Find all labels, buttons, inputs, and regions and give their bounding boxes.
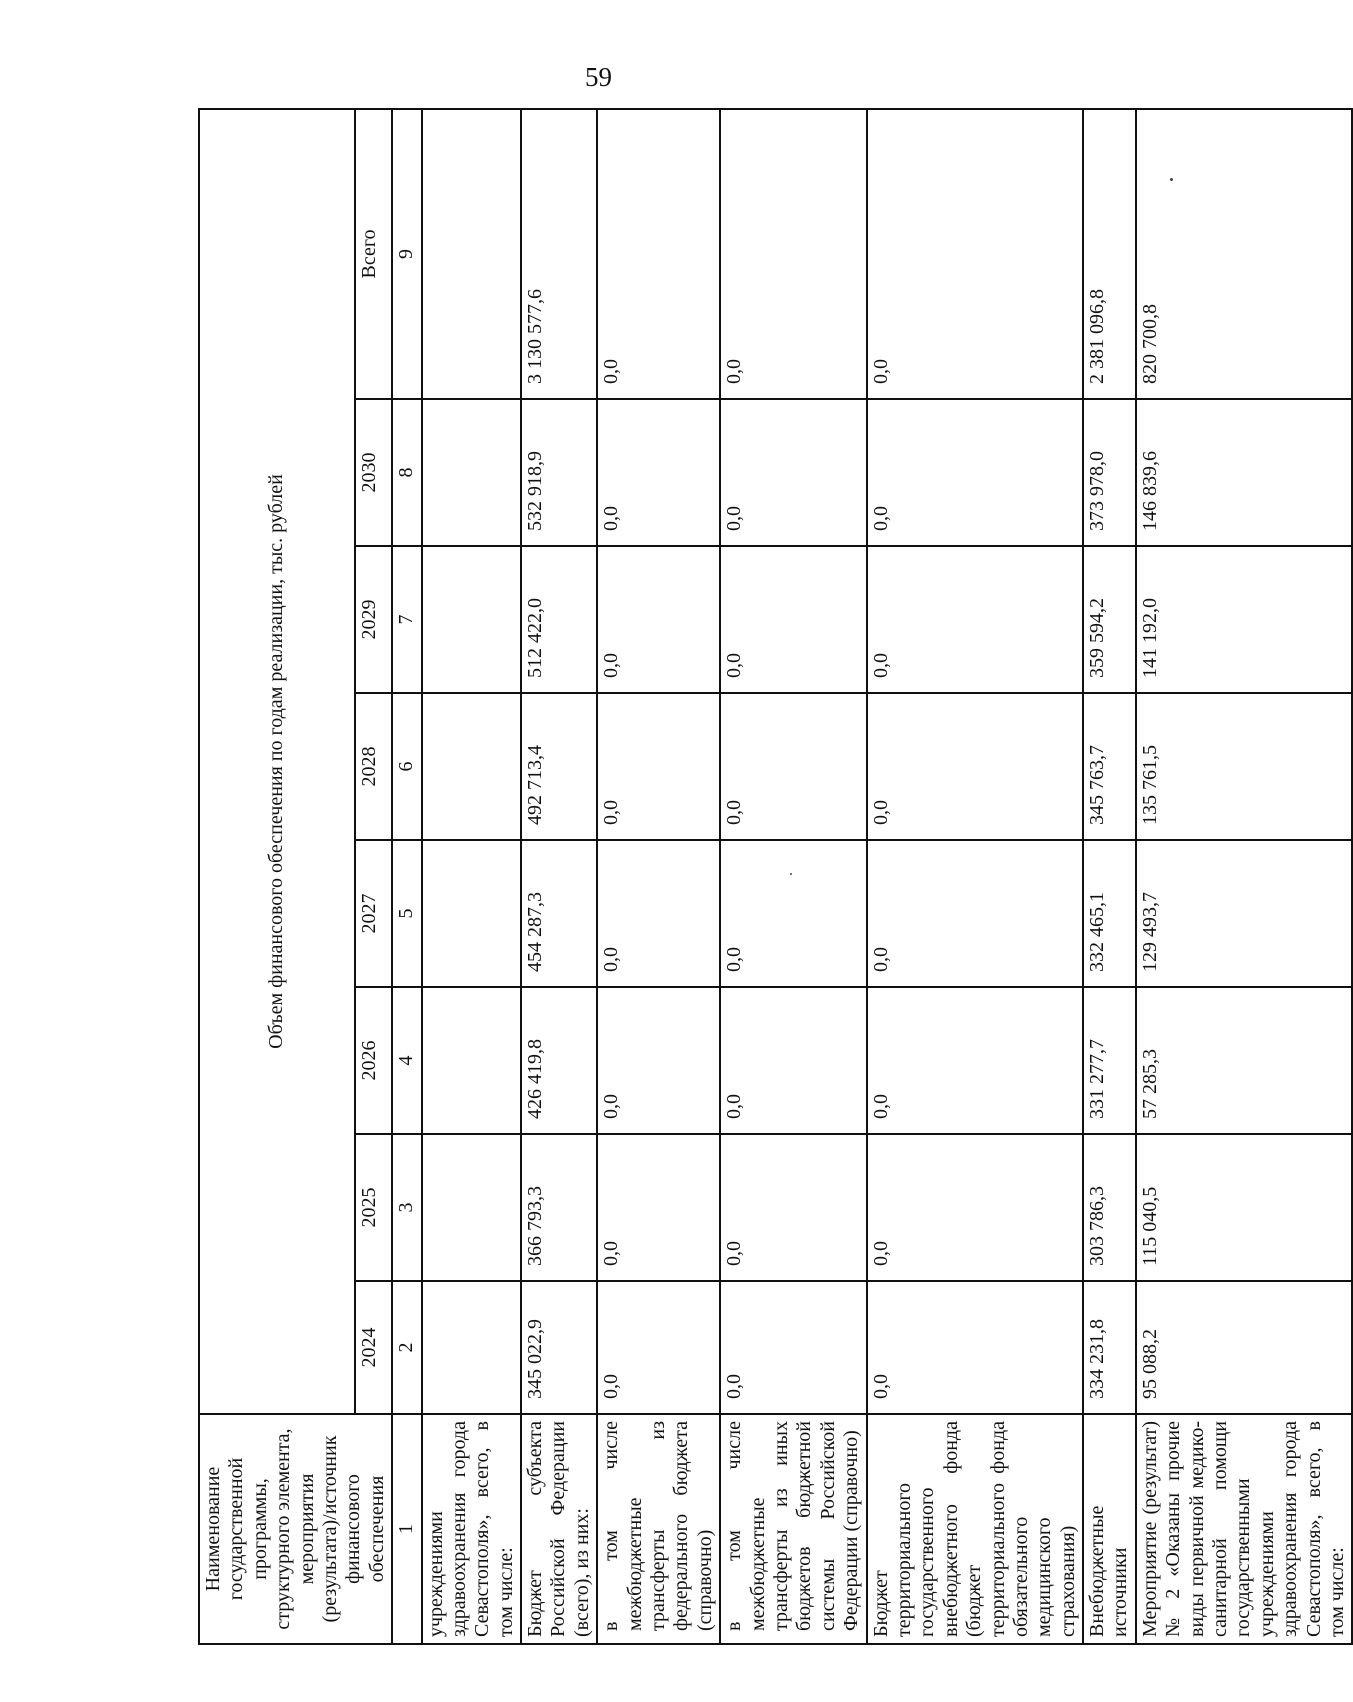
row-value: 0,0 bbox=[720, 1134, 866, 1281]
row-label: Внебюджетные источники bbox=[1083, 1414, 1136, 1644]
row-value: 345 022,9 bbox=[521, 1281, 597, 1414]
table-row bbox=[720, 109, 866, 1644]
row-label: Бюджет субъекта Российской Федерации (всего), из них: bbox=[521, 1414, 597, 1644]
row-value: 345 763,7 bbox=[1083, 693, 1136, 840]
header-year: 2028 bbox=[355, 693, 393, 840]
row-value: 0,0 bbox=[597, 693, 720, 840]
row-value bbox=[422, 693, 522, 840]
row-value bbox=[422, 840, 522, 987]
header-year: 2029 bbox=[355, 546, 393, 693]
row-value: 0,0 bbox=[867, 987, 1084, 1134]
header-year: 2026 bbox=[355, 987, 393, 1134]
header-financing-group: Объем финансового обеспечения по годам реализации, тыс. рублей bbox=[199, 109, 355, 1414]
row-value: 366 793,3 bbox=[521, 1134, 597, 1281]
table-row bbox=[867, 109, 1084, 1644]
row-label: Мероприятие (результат) № 2 «Оказаны прочие виды первичной медико-санитарной помощи государственными учреждениями здравоохранения города Севастополя», всего, в том числе: bbox=[1136, 1414, 1353, 1644]
row-value: 0,0 bbox=[597, 987, 720, 1134]
row-value: 532 918,9 bbox=[521, 399, 597, 546]
row-value: 0,0 bbox=[720, 840, 866, 987]
row-value: 135 761,5 bbox=[1136, 693, 1353, 840]
row-value bbox=[422, 546, 522, 693]
row-value: 0,0 bbox=[867, 399, 1084, 546]
column-number: 2 bbox=[392, 1281, 421, 1414]
row-value: 0,0 bbox=[867, 109, 1084, 399]
row-value: 0,0 bbox=[597, 840, 720, 987]
row-value: 0,0 bbox=[867, 546, 1084, 693]
row-value: 0,0 bbox=[867, 1134, 1084, 1281]
column-number: 9 bbox=[392, 109, 421, 399]
header-year: 2027 bbox=[355, 840, 393, 987]
row-value: 0,0 bbox=[867, 840, 1084, 987]
column-number: 6 bbox=[392, 693, 421, 840]
row-value: 0,0 bbox=[597, 109, 720, 399]
row-value: 820 700,8 bbox=[1136, 109, 1353, 399]
row-value: 95 088,2 bbox=[1136, 1281, 1353, 1414]
row-label: Бюджет территориального государственного внебюджетного фонда (бюджет территориального фонда обязательного медицинского страхования) bbox=[867, 1414, 1084, 1644]
header-year: 2025 bbox=[355, 1134, 393, 1281]
page-number: 59 bbox=[585, 62, 612, 92]
row-value bbox=[422, 1281, 522, 1414]
column-number: 3 bbox=[392, 1134, 421, 1281]
table-row bbox=[1083, 109, 1136, 1644]
header-total: Всего bbox=[355, 109, 393, 399]
row-value: 454 287,3 bbox=[521, 840, 597, 987]
row-value: 0,0 bbox=[597, 1281, 720, 1414]
row-value: 0,0 bbox=[720, 109, 866, 399]
row-value: 426 419,8 bbox=[521, 987, 597, 1134]
row-label: в том числе межбюджетные трансферты из федерального бюджета (справочно) bbox=[597, 1414, 720, 1644]
row-value: 3 130 577,6 bbox=[521, 109, 597, 399]
row-value: 359 594,2 bbox=[1083, 546, 1136, 693]
row-value: 0,0 bbox=[597, 546, 720, 693]
row-label: учреждениями здравоохранения города Севастополя», всего, в том числе: bbox=[422, 1414, 522, 1644]
row-value: 0,0 bbox=[720, 987, 866, 1134]
row-value: 334 231,8 bbox=[1083, 1281, 1136, 1414]
row-value: 512 422,0 bbox=[521, 546, 597, 693]
header-year: 2024 bbox=[355, 1281, 393, 1414]
table-row bbox=[422, 109, 522, 1644]
row-value: 146 839,6 bbox=[1136, 399, 1353, 546]
financing-table bbox=[198, 108, 1353, 1645]
row-value: 0,0 bbox=[720, 693, 866, 840]
row-value: 0,0 bbox=[720, 1281, 866, 1414]
row-value: 331 277,7 bbox=[1083, 987, 1136, 1134]
row-value: 492 713,4 bbox=[521, 693, 597, 840]
table-row bbox=[597, 109, 720, 1644]
row-value: 0,0 bbox=[720, 399, 866, 546]
rotated-table-wrapper bbox=[198, 110, 1348, 1645]
header-name-column: Наименование государственной программы, структурного элемента, мероприятия (результата)/источник финансового обеспечения bbox=[199, 1414, 392, 1644]
row-value bbox=[422, 399, 522, 546]
row-value: 0,0 bbox=[597, 1134, 720, 1281]
row-value: 0,0 bbox=[720, 546, 866, 693]
table-row bbox=[1136, 109, 1353, 1644]
row-value: 373 978,0 bbox=[1083, 399, 1136, 546]
row-value: 141 192,0 bbox=[1136, 546, 1353, 693]
column-number: 1 bbox=[392, 1414, 421, 1644]
row-value: 0,0 bbox=[597, 399, 720, 546]
row-value: 0,0 bbox=[867, 1281, 1084, 1414]
row-value: 2 381 096,8 bbox=[1083, 109, 1136, 399]
row-value bbox=[422, 1134, 522, 1281]
row-value: 115 040,5 bbox=[1136, 1134, 1353, 1281]
column-number: 4 bbox=[392, 987, 421, 1134]
column-number: 5 bbox=[392, 840, 421, 987]
row-value: 0,0 bbox=[867, 693, 1084, 840]
column-number: 8 bbox=[392, 399, 421, 546]
column-number: 7 bbox=[392, 546, 421, 693]
row-value bbox=[422, 987, 522, 1134]
row-label: в том числе межбюджетные трансферты из иных бюджетов бюджетной системы Российской Федерации (справочно) bbox=[720, 1414, 866, 1644]
row-value: 129 493,7 bbox=[1136, 840, 1353, 987]
row-value bbox=[422, 109, 522, 399]
row-value: 57 285,3 bbox=[1136, 987, 1353, 1134]
table-row bbox=[521, 109, 597, 1644]
row-value: 332 465,1 bbox=[1083, 840, 1136, 987]
row-value: 303 786,3 bbox=[1083, 1134, 1136, 1281]
header-year: 2030 bbox=[355, 399, 393, 546]
